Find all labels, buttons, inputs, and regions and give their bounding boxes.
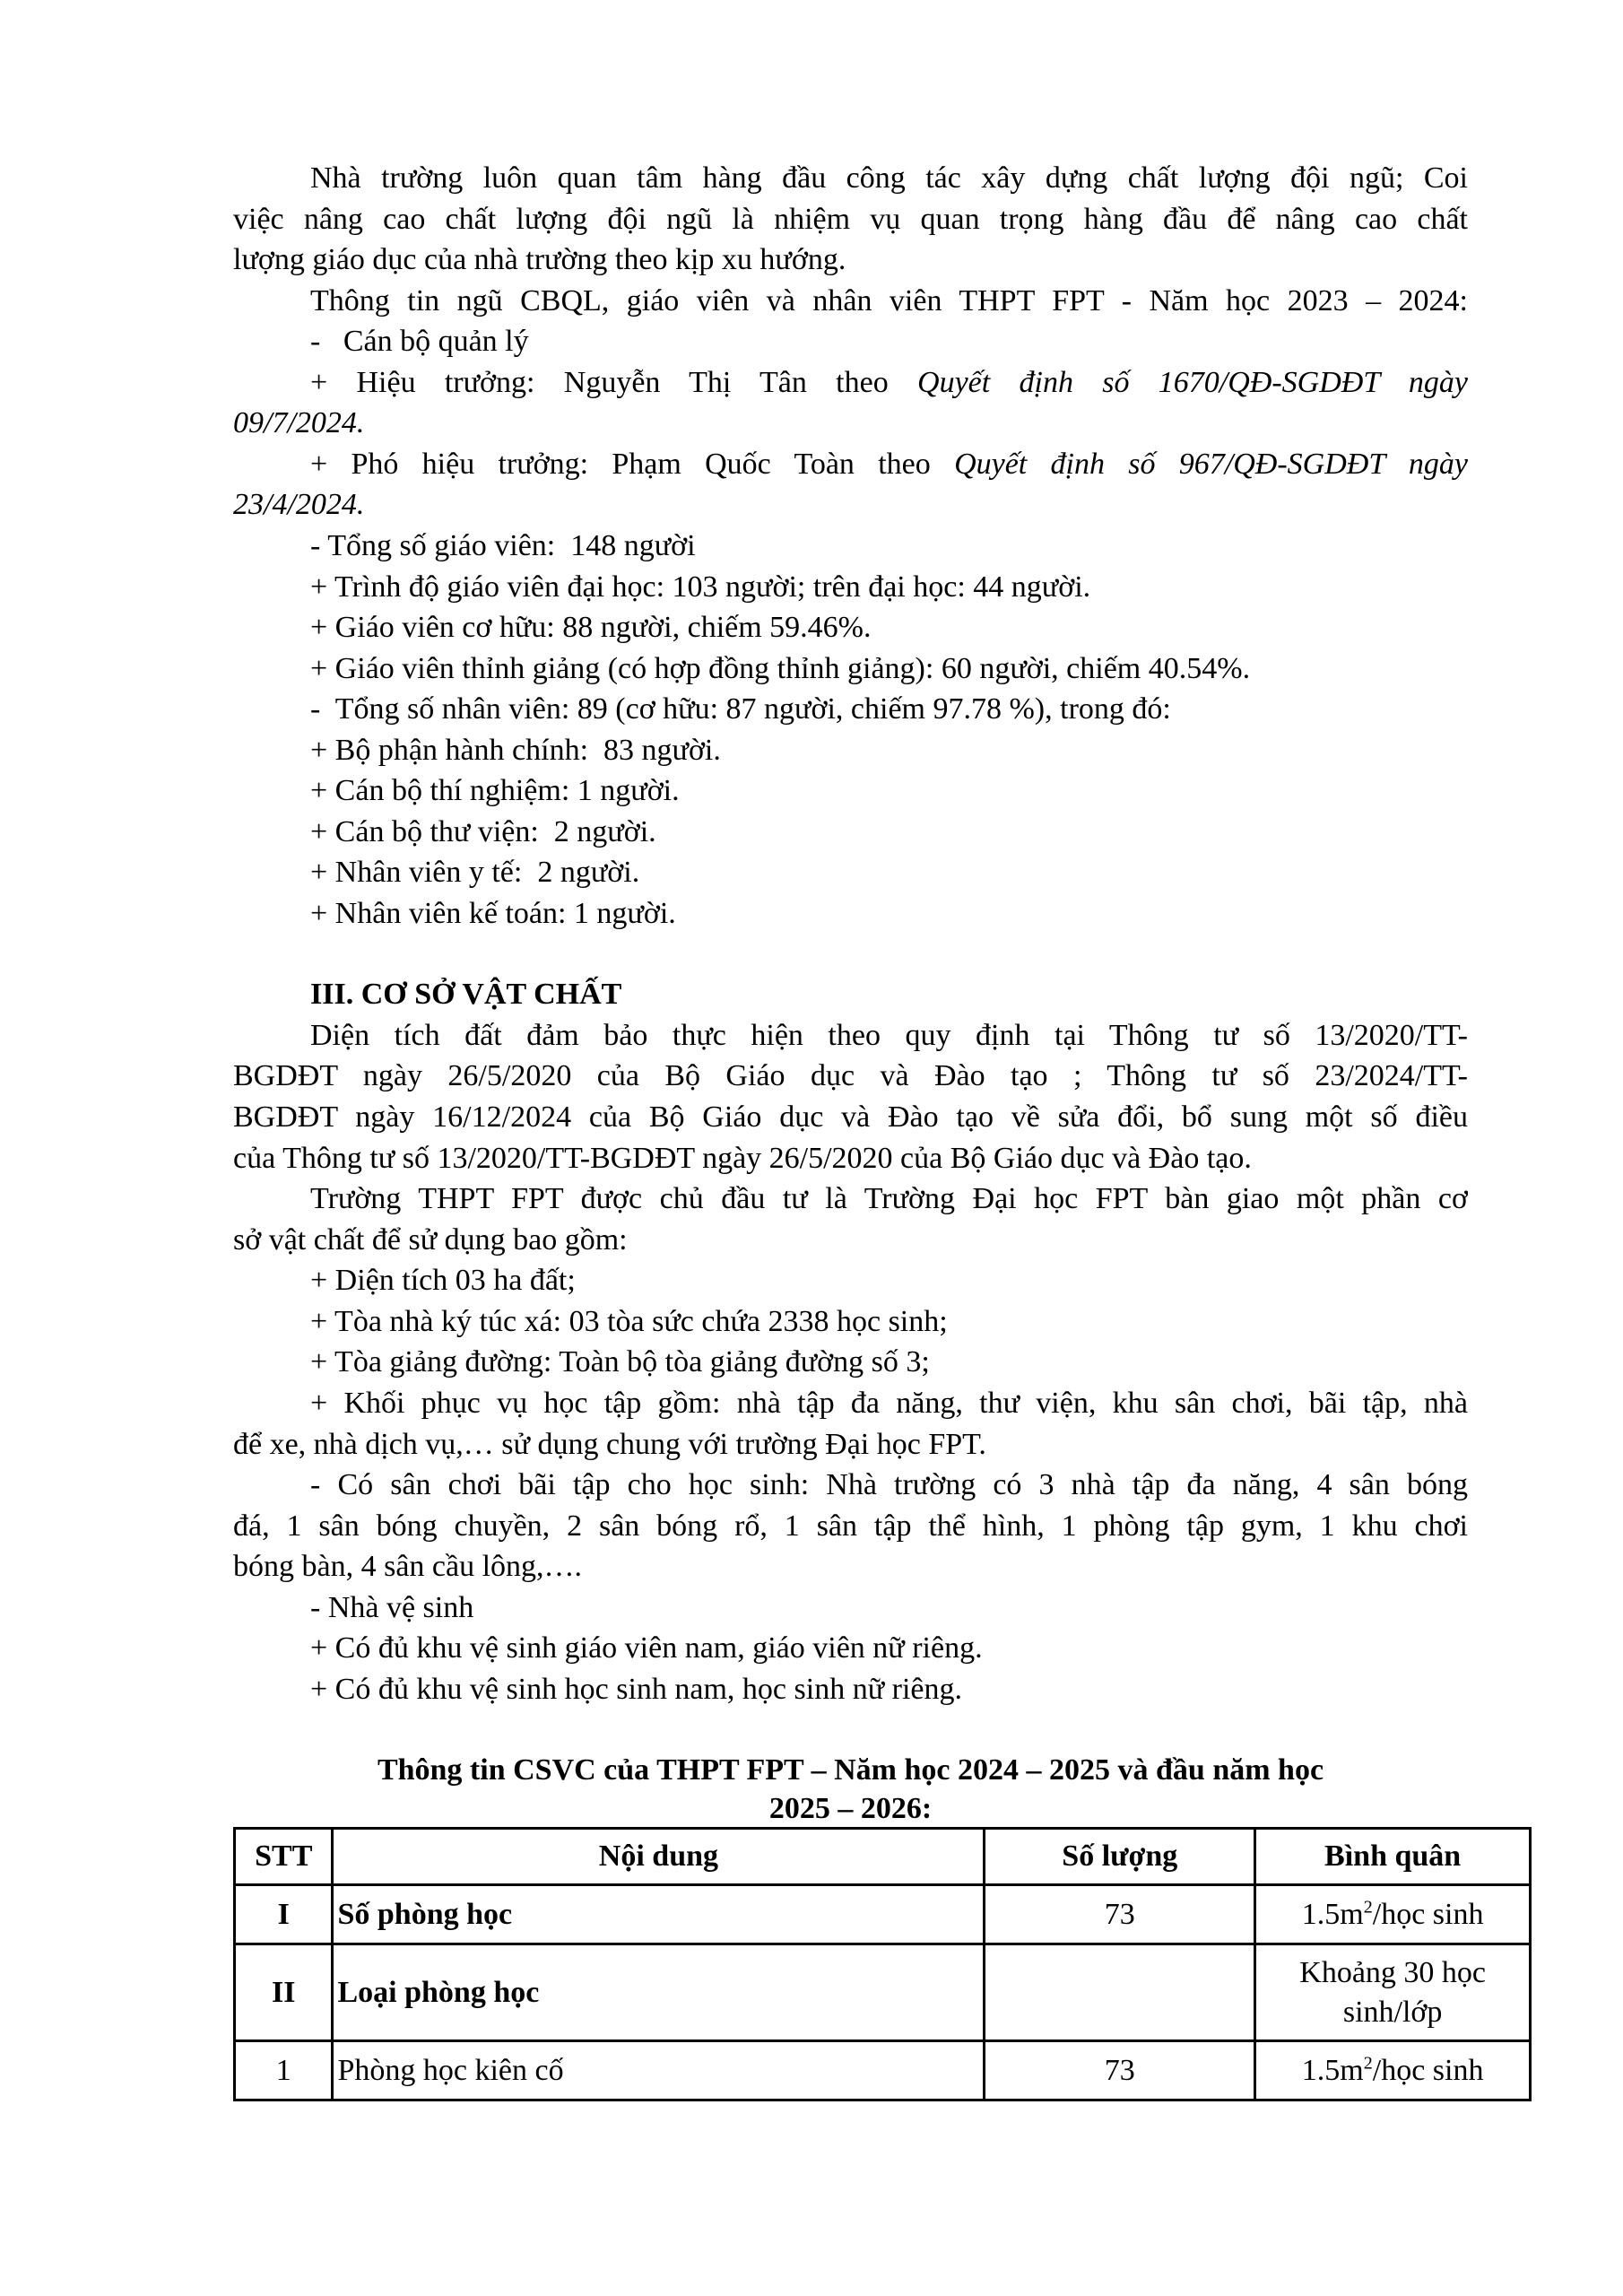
cell-content: Phòng học kiên cố <box>333 2041 985 2100</box>
cell-content: Số phòng học <box>333 1885 985 1944</box>
playground-line: - Có sân chơi bãi tập cho học sinh: Nhà trường có 3 nhà tập đa năng, 4 sân bóng <box>310 1468 1468 1501</box>
handover-line: sở vật chất để sử dụng bao gồm: <box>233 1223 628 1257</box>
management-label: - Cán bộ quản lý <box>310 325 529 358</box>
average-unit: /học sinh <box>1372 1897 1484 1931</box>
service-block-line: để xe, nhà dịch vụ,… sử dụng chung với trường Đại học FPT. <box>233 1428 986 1461</box>
vice-principal-decision: Quyết định số 967/QĐ-SGDĐT ngày <box>954 448 1468 481</box>
average-line: sinh/lớp <box>1342 1995 1443 2029</box>
cell-average <box>1255 2041 1531 2100</box>
intro-line: Nhà trường luôn quan tâm hàng đầu công tác xây dựng chất lượng đội ngũ; Coi <box>310 161 1468 195</box>
stat-line: + Cán bộ thư viện: 2 người. <box>310 815 656 848</box>
staff-info-heading: Thông tin ngũ CBQL, giáo viên và nhân viên THPT FPT - Năm học 2023 – 2024: <box>310 284 1468 317</box>
playground-line: bóng bàn, 4 sân cầu lông,…. <box>233 1550 583 1583</box>
cell-quantity <box>985 1944 1255 2041</box>
principal-line <box>233 362 1468 404</box>
average-value: 1.5m <box>1301 2053 1364 2087</box>
toilet-line: + Có đủ khu vệ sinh giáo viên nam, giáo viên nữ riêng. <box>310 1631 983 1665</box>
stat-line: + Giáo viên thỉnh giảng (có hợp đồng thỉnh giảng): 60 người, chiếm 40.54%. <box>310 652 1251 685</box>
stat-line: + Nhân viên y tế: 2 người. <box>310 856 640 889</box>
vice-principal-date: 23/4/2024. <box>233 488 365 521</box>
cell-quantity: 73 <box>985 1885 1255 1944</box>
average-value: 1.5m <box>1301 1897 1364 1931</box>
average-exponent: 2 <box>1363 2053 1373 2074</box>
cell-stt: 1 <box>235 2041 333 2100</box>
toilet-line: - Nhà vệ sinh <box>310 1591 474 1624</box>
table-row <box>235 1885 1531 1944</box>
intro-line: lượng giáo dục của nhà trường theo kịp xu hướng. <box>233 243 846 276</box>
table-title-continued: 2025 – 2026: <box>768 1792 933 1825</box>
playground-line: đá, 1 sân bóng chuyền, 2 sân bóng rổ, 1 sân tập thể hình, 1 phòng tập gym, 1 khu chơi <box>233 1509 1468 1543</box>
table-row <box>235 1944 1531 2041</box>
land-paragraph-line: Diện tích đất đảm bảo thực hiện theo quy định tại Thông tư số 13/2020/TT- <box>310 1019 1468 1052</box>
cell-quantity: 73 <box>985 2041 1255 2100</box>
land-paragraph-line: BGDĐT ngày 16/12/2024 của Bộ Giáo dục và Đào tạo về sửa đổi, bổ sung một số điều <box>233 1100 1468 1134</box>
principal-decision: Quyết định số 1670/QĐ-SGDĐT ngày <box>917 366 1468 399</box>
cell-average <box>1255 1944 1531 2041</box>
stat-line: - Tổng số nhân viên: 89 (cơ hữu: 87 người, chiếm 97.78 %), trong đó: <box>310 692 1171 726</box>
cell-content: Loại phòng học <box>333 1944 985 2041</box>
stat-line: - Tổng số giáo viên: 148 người <box>310 529 696 562</box>
cell-average <box>1255 1885 1531 1944</box>
table-row <box>235 2041 1531 2100</box>
cell-stt: I <box>235 1885 333 1944</box>
section-heading: III. CƠ SỞ VẬT CHẤT <box>310 978 622 1011</box>
stat-line: + Nhân viên kế toán: 1 người. <box>310 897 676 930</box>
facility-item: + Tòa nhà ký túc xá: 03 tòa sức chứa 2338 học sinh; <box>310 1305 948 1338</box>
stat-line: + Trình độ giáo viên đại học: 103 người; trên đại học: 44 người. <box>310 570 1091 604</box>
vice-principal-line <box>233 444 1468 485</box>
stat-line: + Bộ phận hành chính: 83 người. <box>310 734 721 767</box>
average-unit: /học sinh <box>1372 2053 1484 2087</box>
header-content: Nội dung <box>333 1829 985 1885</box>
vice-principal-prefix: + Phó hiệu trưởng: Phạm Quốc Toàn theo <box>310 448 931 481</box>
intro-line: việc nâng cao chất lượng đội ngũ là nhiệm vụ quan trọng hàng đầu để nâng cao chất <box>233 203 1468 236</box>
principal-date: 09/7/2024. <box>233 406 365 439</box>
header-stt: STT <box>235 1829 333 1885</box>
cell-stt: II <box>235 1944 333 2041</box>
toilet-line: + Có đủ khu vệ sinh học sinh nam, học sinh nữ riêng. <box>310 1673 962 1706</box>
principal-prefix: + Hiệu trưởng: Nguyễn Thị Tân theo <box>310 366 889 399</box>
service-block-line: + Khối phục vụ học tập gồm: nhà tập đa năng, thư viện, khu sân chơi, bãi tập, nhà <box>310 1387 1468 1420</box>
stat-line: + Giáo viên cơ hữu: 88 người, chiếm 59.46%. <box>310 611 872 644</box>
table-title: Thông tin CSVC của THPT FPT – Năm học 2024 – 2025 và đầu năm học <box>377 1753 1324 1787</box>
average-exponent: 2 <box>1363 1897 1373 1918</box>
facilities-table <box>233 1827 1532 2101</box>
header-quantity: Số lượng <box>985 1829 1255 1885</box>
land-paragraph-line: của Thông tư số 13/2020/TT-BGDĐT ngày 26/5/2020 của Bộ Giáo dục và Đào tạo. <box>233 1142 1252 1175</box>
handover-line: Trường THPT FPT được chủ đầu tư là Trường Đại học FPT bàn giao một phần cơ <box>310 1182 1468 1215</box>
stat-line: + Cán bộ thí nghiệm: 1 người. <box>310 774 680 807</box>
land-paragraph-line: BGDĐT ngày 26/5/2020 của Bộ Giáo dục và Đào tạo ; Thông tư số 23/2024/TT- <box>233 1059 1468 1092</box>
facility-item: + Tòa giảng đường: Toàn bộ tòa giảng đường số 3; <box>310 1345 930 1378</box>
average-line: Khoảng 30 học <box>1299 1955 1487 1989</box>
table-header-row <box>235 1829 1531 1885</box>
header-average: Bình quân <box>1255 1829 1531 1885</box>
facility-item: + Diện tích 03 ha đất; <box>310 1264 576 1297</box>
